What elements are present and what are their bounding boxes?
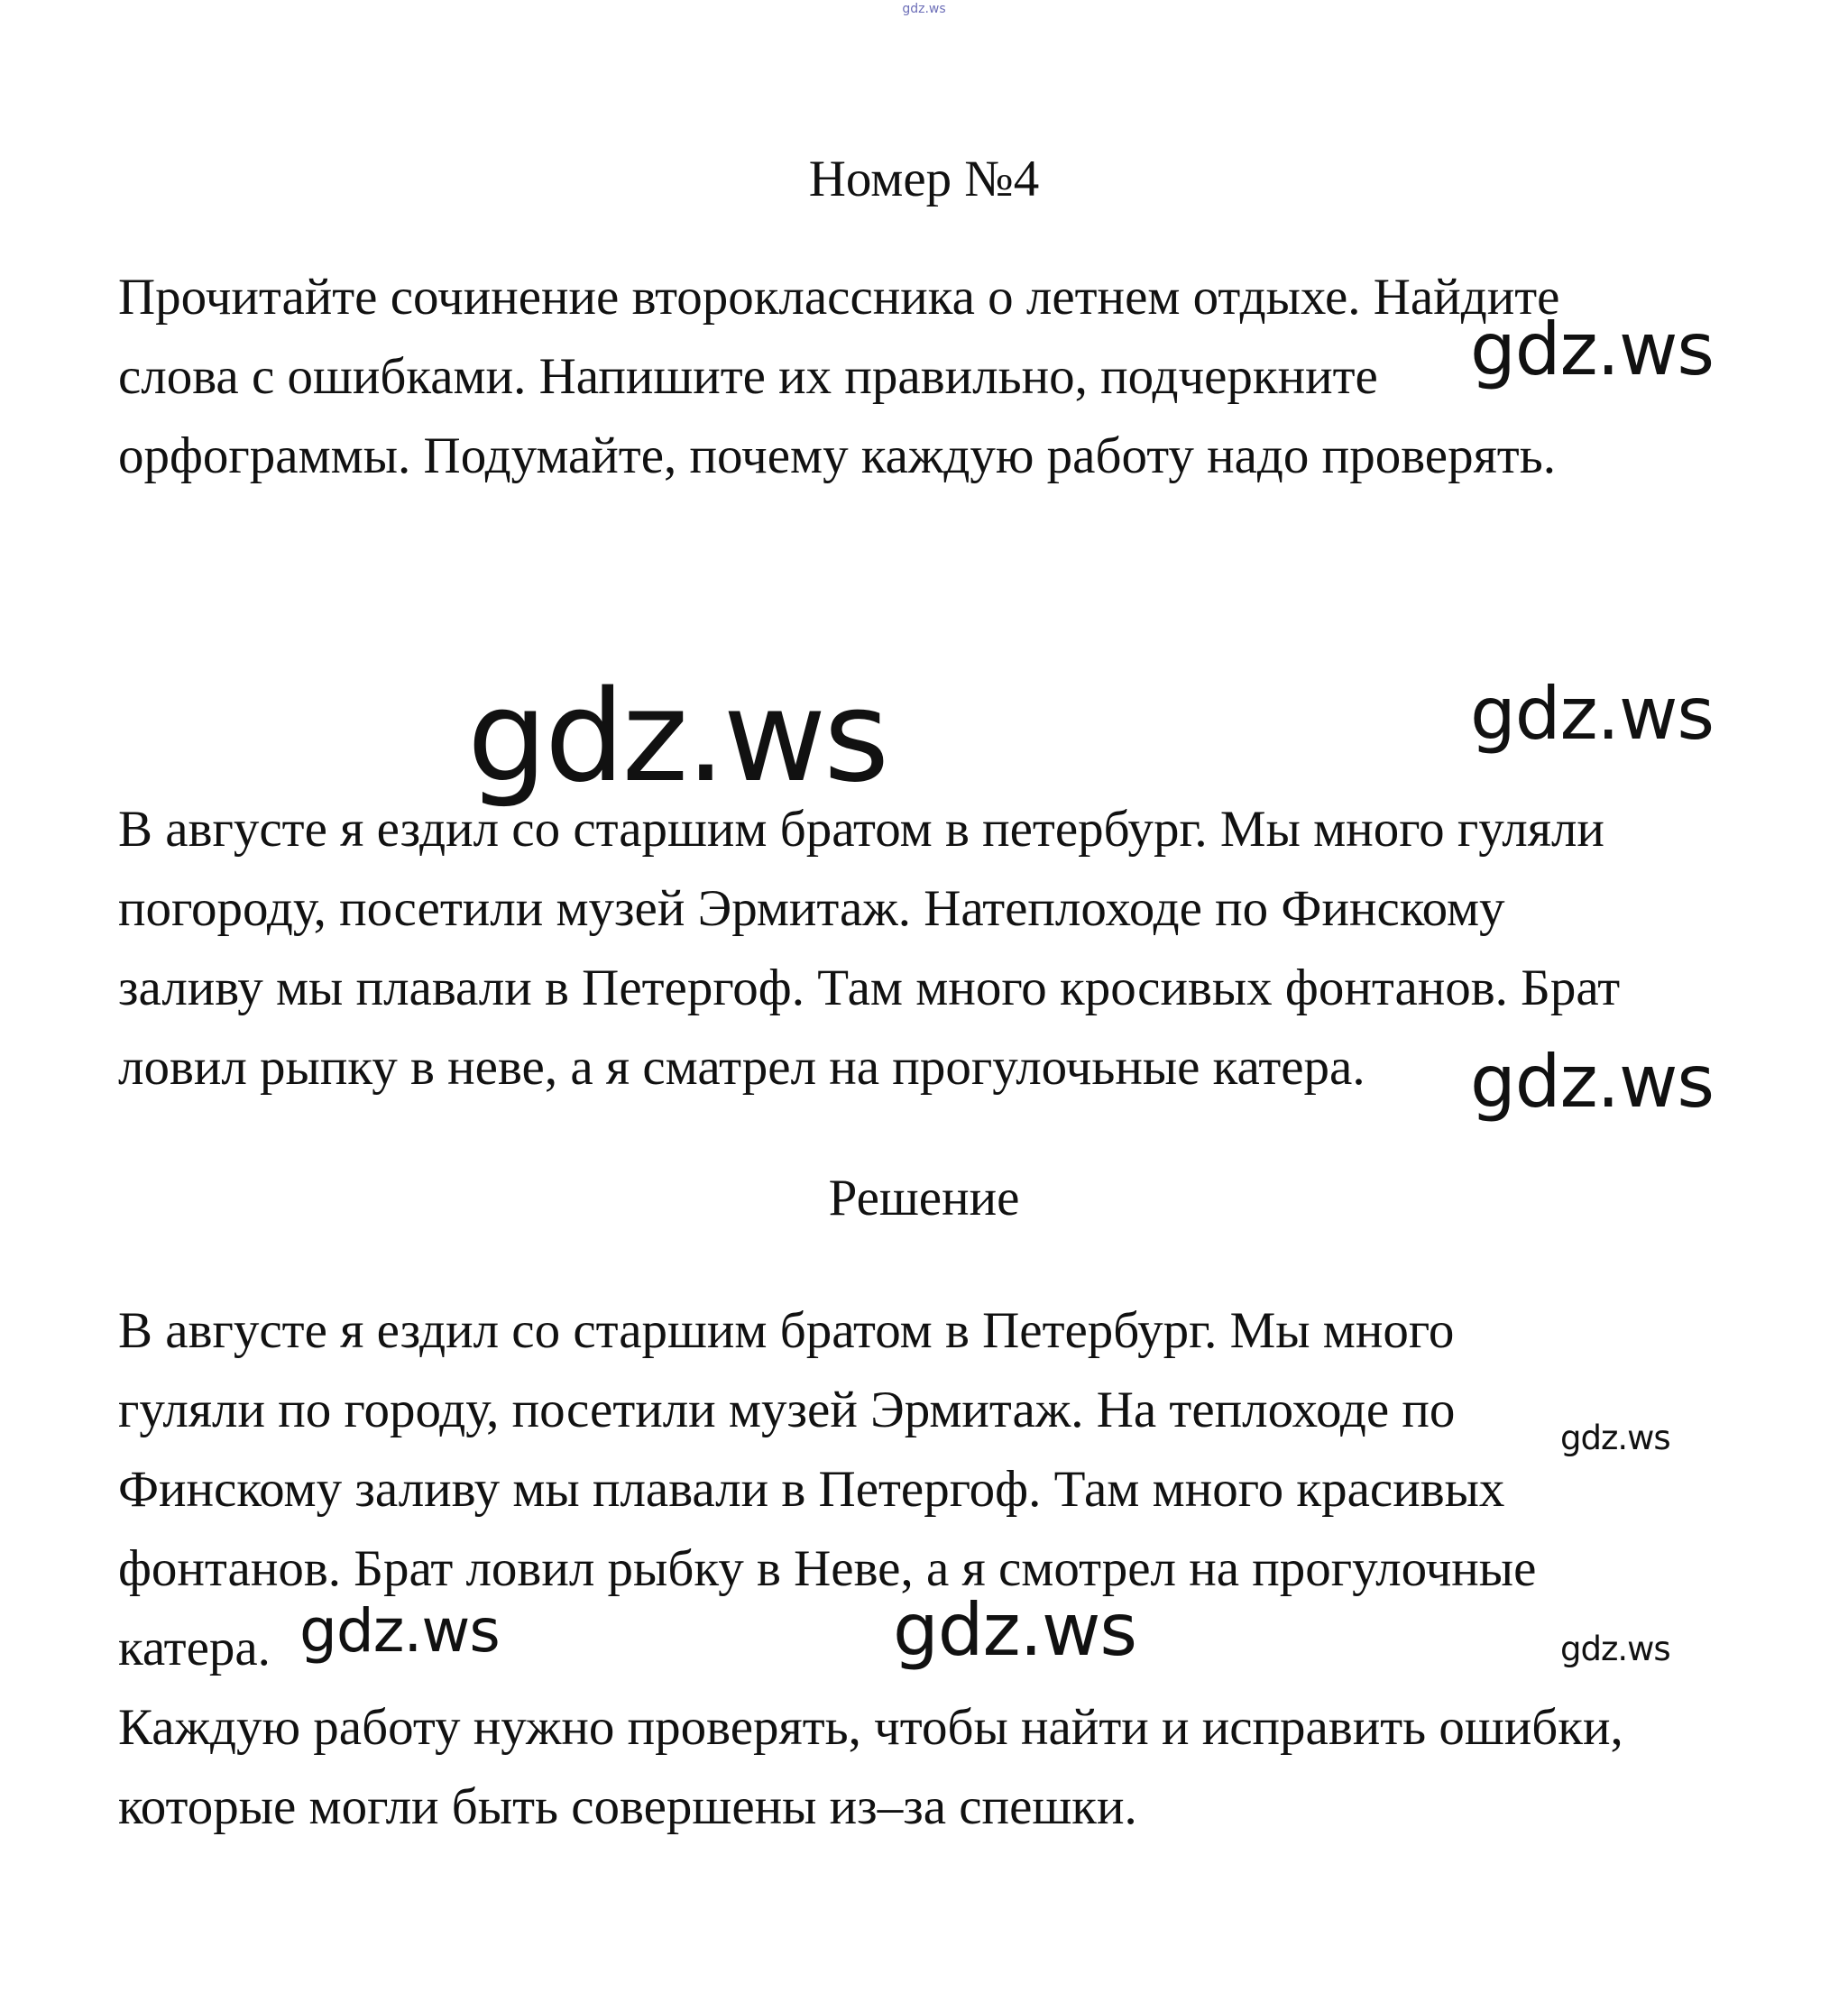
solution-line: гуляли по городу, посетили музей Эрмитаж. На теплоходе по xyxy=(118,1382,1456,1438)
solution-heading: Решение xyxy=(828,1170,1020,1226)
solution-line: Финскому заливу мы плавали в Петергоф. Там много красивых xyxy=(118,1461,1505,1518)
watermark: gdz.ws xyxy=(467,664,887,811)
solution-line: катера. xyxy=(118,1620,271,1676)
watermark: gdz.ws xyxy=(1470,1040,1715,1124)
watermark: gdz.ws xyxy=(1560,1630,1670,1668)
solution-line: которые могли быть совершены из–за спешки. xyxy=(118,1778,1137,1835)
watermark: gdz.ws xyxy=(893,1588,1137,1672)
task-line: слова с ошибками. Напишите их правильно, подчеркните xyxy=(118,348,1378,405)
solution-line: фонтанов. Брат ловил рыбку в Неве, а я смотрел на прогулочные xyxy=(118,1540,1537,1597)
solution-line: Каждую работу нужно проверять, чтобы найти и исправить ошибки, xyxy=(118,1699,1623,1756)
watermark: gdz.ws xyxy=(1470,308,1715,391)
essay-line: заливу мы плавали в Петергоф. Там много кросивых фонтанов. Брат xyxy=(118,960,1621,1016)
essay-line: В августе я ездил со старшим братом в петербург. Мы много гуляли xyxy=(118,801,1604,858)
essay-line: погороду, посетили музей Эрмитаж. Натеплоходе по Финскому xyxy=(118,880,1505,937)
watermark: gdz.ws xyxy=(1560,1419,1670,1457)
task-line: Прочитайте сочинение второклассника о летнем отдыхе. Найдите xyxy=(118,269,1560,326)
solution-text xyxy=(118,1291,1742,1847)
task-line: орфограммы. Подумайте, почему каждую работу надо проверять. xyxy=(118,427,1556,484)
page-title: Номер №4 xyxy=(808,151,1040,207)
solution-line: В августе я ездил со старшим братом в Петербург. Мы много xyxy=(118,1302,1455,1359)
essay-line: ловил рыпку в неве, а я сматрел на прогулочьные катера. xyxy=(118,1039,1365,1096)
top-watermark: gdz.ws xyxy=(902,2,946,16)
watermark: gdz.ws xyxy=(1470,672,1715,756)
watermark: gdz.ws xyxy=(299,1596,500,1666)
